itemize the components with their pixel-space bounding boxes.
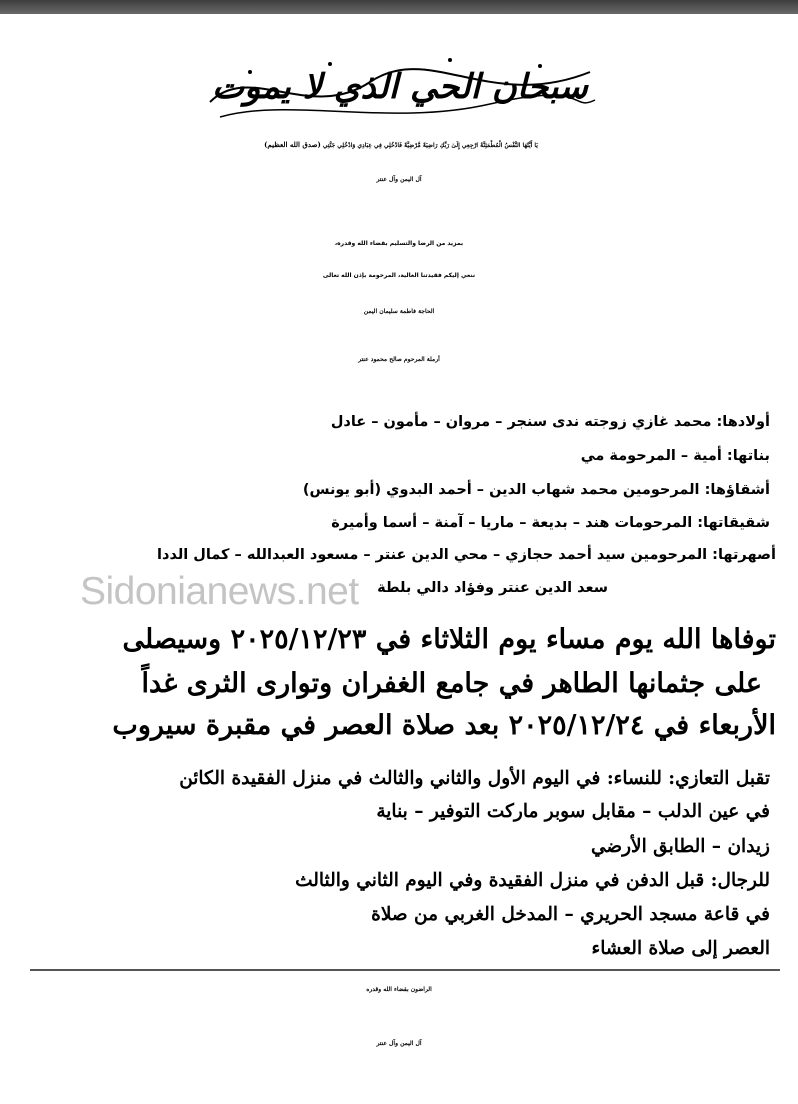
relatives-daughters: بناتها: أمية – المرحومة مي bbox=[580, 448, 770, 464]
verse-text: يَا أَيَّتُهَا النَّفْسُ الْمُطْمَئِنَّةُ ارْجِعِي إِلَىٰ رَبِّكِ رَاضِيَةً مَّرْضِيَّةً فَادْخُلِي فِي عِبَادِي وَادْخُلِي جَنَّتِي bbox=[322, 142, 538, 149]
top-bar bbox=[0, 0, 798, 14]
calligraphy-header bbox=[190, 42, 610, 132]
condolences-line-5: في قاعة مسجد الحريري – المدخل الغربي من صلاة bbox=[371, 904, 770, 925]
relatives-sons: أولادها: محمد غازي زوجته ندى سنجر – مروان – مأمون – عادل bbox=[330, 414, 770, 430]
relatives-in-laws: أصهرتها: المرحومين سيد أحمد حجازي – محي الدين عنتر – مسعود العبدالله – كمال الددا bbox=[157, 547, 776, 563]
family-title: آل اليمن وآل عنتر bbox=[376, 176, 422, 183]
funeral-line-2: على جثمانها الطاهر في جامع الغفران وتوارى الثرى غداً bbox=[141, 668, 762, 699]
watermark: Sidonianews.net bbox=[80, 570, 359, 613]
relatives-brothers: أشقاؤها: المرحومين محمد شهاب الدين – أحمد البدوي (أبو يونس) bbox=[302, 482, 770, 498]
relatives-sisters: شقيقاتها: المرحومات هند – بديعة – ماريا – آمنة – أسما وأميرة bbox=[331, 515, 770, 531]
relatives-in-laws-continued: سعد الدين عنتر وفؤاد دالي بلطة bbox=[377, 580, 608, 596]
condolences-line-1: تقبل التعازي: للنساء: في اليوم الأول والثاني والثالث في منزل الفقيدة الكائن bbox=[179, 768, 770, 789]
closing-line-1: الراضون بقضاء الله وقدره bbox=[366, 986, 432, 993]
intro-line-1: بمزيد من الرضا والتسليم بقضاء الله وقدره، bbox=[334, 240, 464, 247]
divider bbox=[30, 969, 780, 971]
closing-family-name: آل اليمن وآل عنتر bbox=[376, 1040, 422, 1047]
quran-verse bbox=[0, 140, 798, 149]
deceased-name: الحاجة فاطمة سليمان اليمن bbox=[363, 308, 435, 315]
funeral-line-1: توفاها الله يوم مساء يوم الثلاثاء في ٢٠٢٥/١٢/٢٣ وسيصلى bbox=[122, 624, 776, 655]
widow-of: أرملة المرحوم صالح محمود عنتر bbox=[358, 356, 440, 363]
verse-attribution: (صدق الله العظيم) bbox=[264, 140, 321, 149]
condolences-line-4: للرجال: قبل الدفن في منزل الفقيدة وفي اليوم الثاني والثالث bbox=[295, 870, 770, 891]
condolences-line-2: في عين الدلب – مقابل سوبر ماركت التوفير – بناية bbox=[376, 801, 770, 822]
funeral-line-3: الأربعاء في ٢٠٢٥/١٢/٢٤ بعد صلاة العصر في مقبرة سيروب bbox=[112, 710, 776, 741]
condolences-line-3: زيدان – الطابق الأرضي bbox=[590, 836, 770, 857]
calligraphy-text: سبحان الحي الذي لا يموت bbox=[212, 67, 588, 107]
intro-line-2: ننعي إليكم فقيدتنا الغالية، المرحومة بإذن الله تعالى bbox=[322, 272, 476, 279]
condolences-line-6: العصر إلى صلاة العشاء bbox=[591, 938, 770, 959]
